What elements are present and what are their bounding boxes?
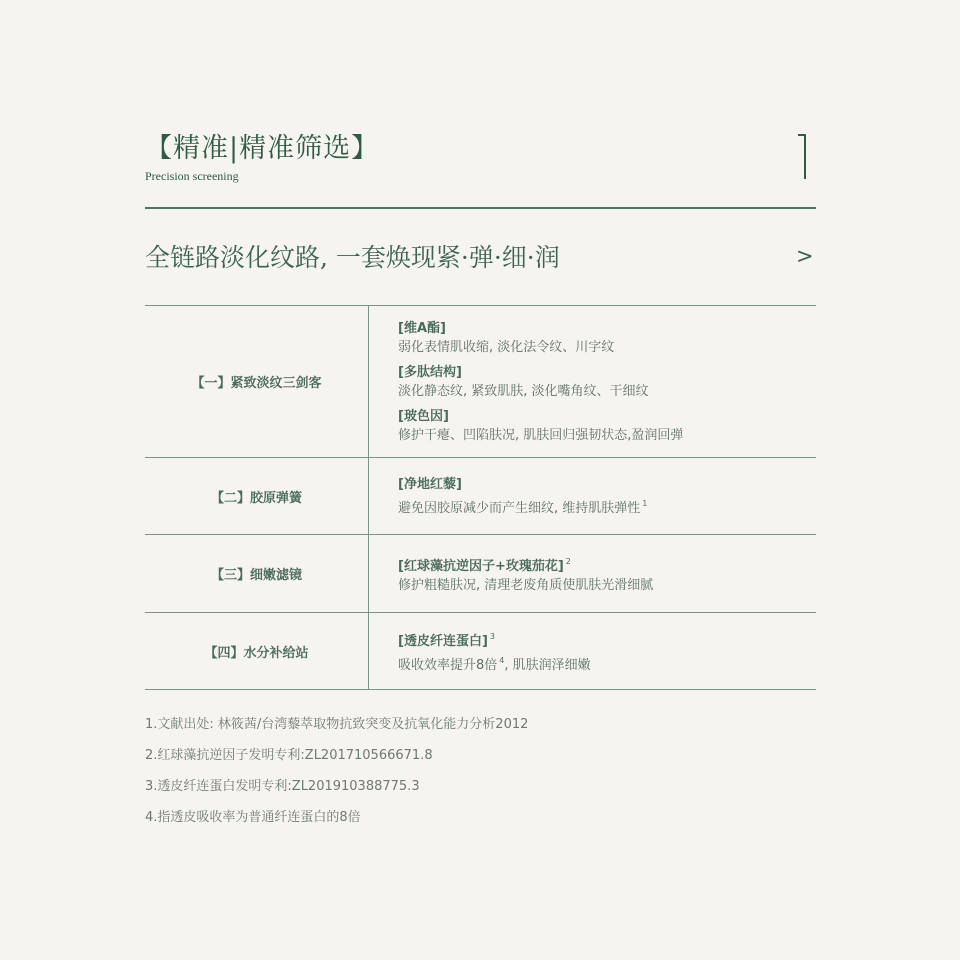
item-title-line bbox=[398, 552, 816, 576]
footnote: 1.文献出处: 林筱茜/台湾藜萃取物抗致突变及抗氧化能力分析2012 bbox=[145, 717, 529, 732]
list-item bbox=[398, 475, 816, 518]
item-desc-line bbox=[398, 651, 816, 675]
list-item bbox=[398, 627, 816, 675]
list-item bbox=[398, 363, 816, 401]
footnotes bbox=[145, 715, 528, 839]
item-desc: 修护粗糙肤况, 清理老废角质使肌肤光滑细腻 bbox=[398, 578, 654, 593]
row-label: 【三】细嫩滤镜 bbox=[145, 535, 369, 612]
page-subtitle: Precision screening bbox=[145, 169, 239, 183]
list-item bbox=[398, 319, 816, 357]
footnote-ref: 1 bbox=[642, 498, 648, 508]
row-label: 【四】水分补给站 bbox=[145, 613, 369, 689]
item-title: [净地红藜] bbox=[398, 476, 462, 492]
item-title: [玻色因] bbox=[398, 408, 449, 424]
item-desc-line bbox=[398, 494, 816, 518]
footnote-ref: 4 bbox=[499, 656, 505, 665]
footnote-ref: 3 bbox=[489, 632, 495, 641]
footnote-ref: 2 bbox=[565, 557, 571, 566]
ingredient-table bbox=[145, 305, 816, 690]
corner-bracket-icon bbox=[797, 134, 807, 180]
page-title: 【精准|精准筛选】 bbox=[145, 133, 380, 164]
footnote: 2.红球藻抗逆因子发明专利:ZL201710566671.8 bbox=[145, 748, 433, 763]
table-row bbox=[145, 306, 816, 458]
item-title: [红球藻抗逆因子+玫瑰茄花] bbox=[398, 559, 564, 574]
item-title: [透皮纤连蛋白] bbox=[398, 634, 488, 649]
row-details bbox=[369, 613, 816, 689]
footnote: 3.透皮纤连蛋白发明专利:ZL201910388775.3 bbox=[145, 779, 420, 794]
table-row bbox=[145, 613, 816, 690]
item-desc: 吸收效率提升8倍 bbox=[398, 658, 498, 673]
row-details bbox=[369, 535, 816, 612]
row-label: 【一】紧致淡纹三剑客 bbox=[145, 306, 369, 457]
footnote: 4.指透皮吸收率为普通纤连蛋白的8倍 bbox=[145, 810, 361, 825]
row-label: 【二】胶原弹簧 bbox=[145, 458, 369, 534]
row-details bbox=[369, 306, 816, 457]
item-desc: 修护干瘪、凹陷肤况, 肌肤回归强韧状态,盈润回弹 bbox=[398, 427, 684, 443]
next-arrow-button[interactable]: > bbox=[796, 244, 814, 268]
item-title-line bbox=[398, 627, 816, 651]
table-row bbox=[145, 458, 816, 535]
item-desc: 淡化静态纹, 紧致肌肤, 淡化嘴角纹、干细纹 bbox=[398, 383, 649, 399]
list-item bbox=[398, 552, 816, 595]
row-details bbox=[369, 458, 816, 534]
item-title: [维A酯] bbox=[398, 320, 446, 336]
item-desc-tail: , 肌肤润泽细嫩 bbox=[504, 658, 591, 673]
item-desc: 弱化表情肌收缩, 淡化法令纹、川字纹 bbox=[398, 339, 615, 355]
item-title: [多肽结构] bbox=[398, 364, 462, 380]
list-item bbox=[398, 407, 816, 445]
table-row bbox=[145, 535, 816, 613]
header-divider bbox=[145, 207, 816, 209]
item-desc: 避免因胶原减少而产生细纹, 维持肌肤弹性 bbox=[398, 500, 641, 516]
headline: 全链路淡化纹路, 一套焕现紧·弹·细·润 bbox=[145, 243, 560, 272]
